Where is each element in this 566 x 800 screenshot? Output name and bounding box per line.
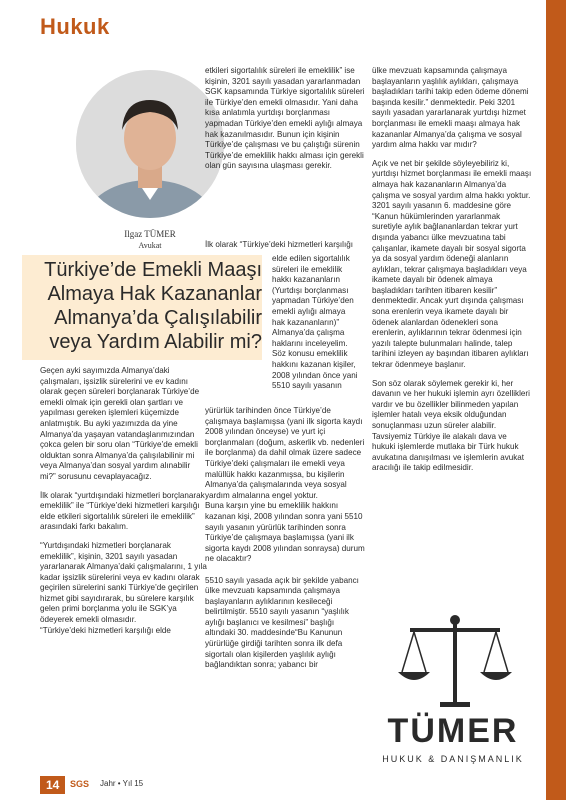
author-role: Avukat [138,241,162,250]
footer-issue: Jahr • Yıl 15 [100,779,144,788]
paragraph: İlk olarak “Türkiye’deki hizmetleri karşılığı [205,240,353,249]
paragraph: Açık ve net bir şekilde söyleyebiliriz ki, yurtdışı hizmet borçlanması ile emekli maaşı almaya hak kazananların Almanya’da çalışma ve sosyal yardım alma hakkı yoktur. 3201 sayılı yasanın 6. maddesine göre “Kanun hükümlerinden yararlanmak suretiyle aylık bağlananlardan tekrar yurt dışında yabancı ülke mevzuatına tabi çalışanlar, ikamete dayalı bir sosyal sigorta ya da sosyal yardım ödeneği alanların aylıkları, tekrar çalışmaya başladıkları veya ikamete dayalı bir ödenek almaya başladıkları tarihten itibaren kesilir” denmektedir. Ancak yurt dışında çalışması sona erenlerin veya ikamete dayalı bir ödenek alanlardan ödenekleri sona erenlerin, aylıklarının tekrar ödenmesi için yazılı talepte bulunmaları halinde, talep tarihini izleyen ay başından itibaren aylıkları tekrar ödenmeye başlanır. [372,158,532,370]
paragraph: Geçen ayki sayımızda Almanya’daki çalışmaları, işsizlik sürelerini ve ev kadını olarak geçen süreleri borçlanarak Türkiye’de emekli olmak için gerekli olan şartları ve yapılması gereken işlemleri küçemizde anlatmıştık. Bu ayki yazımızda da yine Almanya’da yaşayan vatandaşlarımızından çokca gelen bir soru olan “Türkiye’de emekli olduktan sonra Almanya’da çalışılabilinir mi veya Almanya’dan sosyal yardım alınabilir mi?” sorusunu cevaplayacağız. [40,366,200,481]
author-photo [76,70,224,218]
paragraph: İlk olarak “yurtdışındaki hizmetleri borçlanarak emeklilik” ile “Türkiye’deki hizmetleri karşılığı elde etkileri sigortalılık süreleri ile emeklilik” arasındaki farkı bakalım. [40,490,205,532]
paragraph: ülke mevzuatı kapsamında çalışmaya başlayanların yaşlılık aylıkları, çalışmaya başladıkları tarihi takip eden ödeme dönemi başında kesilir.” denmektedir. Peki 3201 sayılı yasadan yararlanarak yurtdışı hizmet borçlanması ile emekli maaşı almaya hak kazananlar Almanya’da çalışma ve sosyal yardım alma hakkı var mıdır? [372,66,529,150]
paragraph: yürürlük tarihinden önce Türkiye’de çalışmaya başlamışsa (yani ilk sigorta kaydı 2008 yılından önceyse) ve yurt içi borçlanmaları (doğum, askerlik vb. nedenleri ile borçlanma) da dahil olmak üzere sadece Türkiye’deki çalışmaları ile emekli veya malüllük hakkı kazanmışsa, bu kişilerin Almanya’da çalışmalarında veya sosyal yardım almalarına engel yoktur. Buna karşın yine bu emeklilik hakkını kazanan kişi, 2008 yılından sonra yani 5510 sayılı yasanın yürürlük tarihinden sonra Türkiye’de çalışmaya başlamışsa (yani ilk sigorta kaydı 2008 yılından sonraysa) durum ne olacaktır? 5510 sayılı yasada açık bir şekilde yabancı ülke mevzuatı kapsamında çalışmaya başlayanların aylıklarının kesileceği belirtilmiştir. 5510 sayılı yasanın “yaşlılık aylığı başlanıcı ve kesilmesi” başlığı altındaki 30. maddesinde“Bu Kanunun yürürlüğe girdiği tarihten sonra ilk defa sigortalı olan kişilerden yaşlılık aylığı bağlandıktan sonra; yabancı bir [205,406,365,670]
author-name: Ilgaz TÜMER [124,229,176,239]
article-title: Türkiye’de Emekli Maaşı Almaya Hak Kazananlar Almanya’da Çalışılabilir veya Yardım Alabilir mi? [44,259,262,353]
side-accent-bar [546,0,566,800]
article-column-3 [372,66,532,482]
paragraph: “Yurtdışındaki hizmetleri borçlanarak emeklilik”, kişinin, 3201 sayılı yasadan yararlanarak Almanya’daki çalışmalarını, 1 yıla kadar işsizlik sürelerini veya ev kadını olarak geçirilen sürelerini sanki Türkiye’de geçirilen hizmet gibi sayıdırarak, bu sürelere karşılık gelen primi borçlanma yolu ile SGK’ya ödeyerek emekli olmasıdır. “Türkiye’deki hizmetleri karşılığı elde [40,540,207,635]
page-number: 14 [40,776,65,794]
logo-subtitle: HUKUK & DANIŞMANLIK [382,754,524,764]
logo-name: TÜMER [387,712,519,750]
article-column-2-top [205,66,365,180]
article-column-1 [40,366,208,644]
paragraph: elde edilen sigortalılık süreleri ile emeklilik hakkı kazananların (Yurtdışı borçlanması yapmadan Türkiye’den emekli aylığı almaya hak kazananların)” Almanya’da çalışma haklarını inceleyelim. Söz konusu emeklilik hakkını kazanan kişiler, 2008 yılından önce yani 5510 sayılı yasanın [272,254,358,391]
footer-brand: SGS [70,779,90,789]
paragraph: Son söz olarak söylemek gerekir ki, her davanın ve her hukuki işlemin ayrı özellikleri vardır ve bu özellikler bilinmeden yapılan işlemler hatalı veya eksik olduğundan sonuçlanması uzun süreler alabilir. Tavsiyemiz Türkiye ile alakalı dava ve hukuki işlemlerde mutlaka bir Türk hukuk avukatına danışılması ve işlemlerin avukat aracılığı ile takip edilmesidir. [372,378,530,473]
article-column-2-bottom [205,406,365,679]
section-header: Hukuk [40,14,110,39]
article-column-2-narrow [272,254,360,400]
paragraph: etkileri sigortalılık süreleri ile emeklilik” ise kişinin, 3201 sayılı yasadan yararlanmadan SGK kapsamında Türkiye sigortalılık süreleri ile Türkiye’den emekli olmasıdır. Yani daha kısa anlatımla yurtdışı borçlanması yapmadan Türkiye’den emekli aylığı almaya hak kazanılmasıdır. Bunun için kişinin Türkiye’de çalışması ve bu çalıştığı sürenin Türkiye’de emeklilik hakkı alması için gerekli olan gün sayısına ulaşması gerekir. [205,66,365,171]
